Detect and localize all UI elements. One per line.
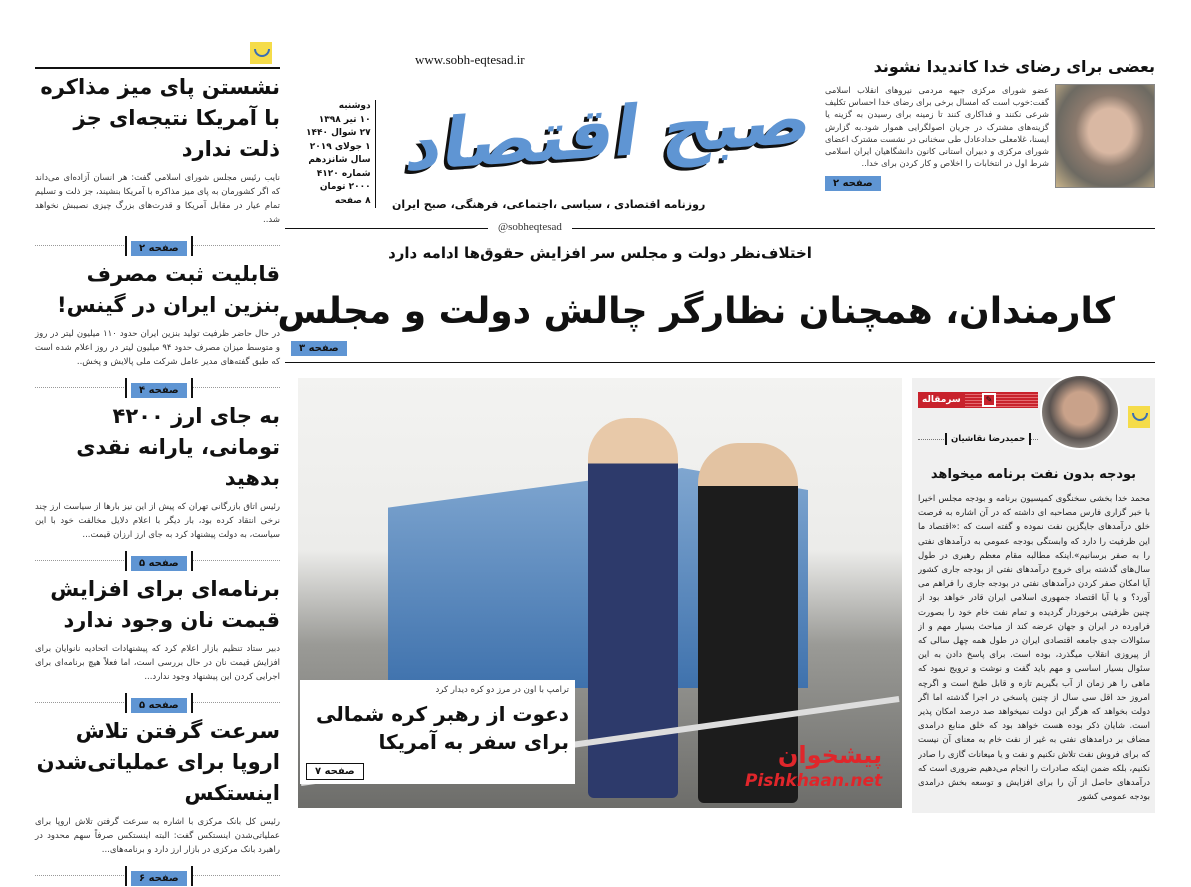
left-story-headline[interactable]: سرعت گرفتن تلاش اروپا برای عملیاتی‌شدن اینستکس xyxy=(36,719,280,805)
issue-pages: ۸ صفحه xyxy=(334,195,371,206)
pen-icon: ✎ xyxy=(982,393,996,407)
site-url[interactable]: www.sobh-eqtesad.ir xyxy=(415,52,525,67)
left-story[interactable] xyxy=(35,574,280,714)
page-badge[interactable]: صفحه ۶ xyxy=(131,871,187,886)
left-story[interactable] xyxy=(35,259,280,399)
left-column xyxy=(35,72,280,887)
page-badge[interactable]: صفحه ۲ xyxy=(131,241,187,256)
tagline: روزنامه اقتصادی ، سیاسی ،اجتماعی، فرهنگی، صبح ایران xyxy=(392,198,706,211)
editorial-body: محمد خدا بخشی سخنگوی کمیسیون برنامه و بودجه مجلس اخیرا با خبر گزاری فارس مصاحبه ای داشته که در آن اشاره به فرصت خلق درآمدهای جایگزین نفت نموده و گفته است که :«اقتصاد ما این ظرفیت را دارد که وابستگی بودجه عمومی به درآمدهای نفتی را به صفر برسانیم».اینکه مطالبه مقام معظم رهبری در طول سال‌های گذشته برای خروج درآمدهای نفتی از بودجه جاری کشور آیا امکان صفر کردن درآمدهای نفتی در بودجه جاری را فراهم می آورد؟ و یا آیا اقتصاد جمهوری اسلامی ایران قادر خواهد بود از چنین ظرفیتی برخوردار گردیده و تمام نفت خام خود را بصورت فراورده در ایران و جهان عرضه کند از مباحث بسیار مهم و از سئوالات جدی جامعه اقتصادی ایران در طول همه چهل سالی که از پیروزی انقلاب میگذرد، بوده است. برای پاسخ دادن به این سئوال بسیار اساسی و مهم باید گفت و نوشت و ترویج نمود که ماهی را هر زمان از آب بگیریم تازه و قابل طبخ است و اگرچه امروز حد اقل سی سال از چنین پاسخی در اجرا گذشته اما اگر دولت بخواهد که هرگز این دولت نمیخواهد صد درصد امکان پذیر است. شایان ذکر بوده هست خواهد بود که خلق منابع درامدی مضاف بر درامدهای نفتی به غیر از نفت خام به معنای آن نیست که برای فروش نفت تلاش نکنیم و نفت و یا میعانات گازی را صادر نکنیم، بلکه ضمن اینکه صادرات را انجام می‌دهیم ضروری است که درآمدهای حاصل از آن را برای افزایش و توسعه بخش درامدی بودجه عمومی کشور xyxy=(918,494,1150,803)
page-badge[interactable]: صفحه ۴ xyxy=(131,383,187,398)
section-rule xyxy=(285,362,1155,363)
editorial-headline[interactable]: بودجه بدون نفت برنامه میخواهد xyxy=(930,467,1137,482)
watermark-fa: پیشخوان xyxy=(777,741,883,769)
top-story-photo xyxy=(1055,84,1155,188)
lead-headline[interactable]: کارمندان، همچنان نظارگر چالش دولت و مجلس xyxy=(277,291,1115,332)
left-story[interactable] xyxy=(35,72,280,257)
left-story-headline[interactable]: برنامه‌ای برای افزایش قیمت نان وجود ندارد xyxy=(50,577,280,632)
left-story-headline[interactable]: نشستن پای میز مذاکره با آمریکا نتیجه‌ای جز ذلت ندارد xyxy=(40,75,280,161)
left-story-body: در حال حاضر ظرفیت تولید بنزین ایران حدود ۱۱۰ میلیون لیتر در روز و متوسط میزان مصرف حدود ۹۴ میلیون لیتر در روز اعلام شده است که طبق گفته‌های مدیر عامل شرکت ملی پالایش و پخش.. xyxy=(35,329,280,367)
newspaper-logo: صبح اقتصاد xyxy=(400,77,819,188)
section-logo-icon xyxy=(250,42,272,64)
left-story[interactable] xyxy=(35,401,280,572)
page-badge[interactable]: صفحه ۵ xyxy=(131,698,187,713)
issue-day: دوشنبه xyxy=(338,101,371,111)
top-story-headline[interactable]: بعضی برای رضای خدا کاندیدا نشوند xyxy=(873,57,1155,76)
top-story-body: عضو شورای مرکزی جبهه مردمی نیروهای انقلاب اسلامی گفت:خوب است که امسال برخی برای رضای خدا احساس تکلیف شرعی نکنند و فداکاری کنند تا زمینه برای رسیدن به گزینه یا گزینه‌های مشترک در جریان اصولگرایی هموار شود.به گزارش ایسنا، غلامعلی حدادعادل طی سخنانی در نشست مشترک اعضای شورای مرکزی و دبیران استانی کانون دانشگاهیان ایران اسلامی شرط اول در انتخابات را اخلاص و کار کردن برای خدا.. xyxy=(825,85,1049,169)
issue-price: ۲۰۰۰ تومان xyxy=(319,182,371,192)
top-story[interactable] xyxy=(825,56,1155,191)
issue-info xyxy=(306,100,376,208)
photo-headline[interactable]: دعوت از رهبر کره شمالی برای سفر به آمریکا xyxy=(316,702,569,754)
top-story-content xyxy=(825,84,1155,191)
page-badge[interactable]: صفحه ۷ xyxy=(306,763,364,780)
issue-year: سال شانزدهم xyxy=(308,155,371,165)
left-story-headline[interactable]: به جای ارز ۴۲۰۰ تومانی، یارانه نقدی بدهید xyxy=(76,404,280,490)
social-handle[interactable]: @sobheqtesad xyxy=(488,221,572,234)
photo-caption-box[interactable] xyxy=(300,680,575,784)
left-story-body: رئیس اتاق بازرگانی تهران که پیش از این نیز بارها از سیاست ارز چند نرخی انتقاد کرده بود، بار دیگر با اعلام دلایل مخالفت خود با این سیاست، به دولت پیشنهاد کرد به جای ارز ارزان قیمت... xyxy=(35,502,280,540)
editorial-author-photo xyxy=(1040,374,1120,450)
left-story-headline[interactable]: قابلیت ثبت مصرف بنزین ایران در گینس! xyxy=(57,262,280,317)
watermark-en: Pishkhaan.net xyxy=(745,771,883,791)
header-rule xyxy=(285,228,1155,229)
page-badge[interactable]: صفحه ۲ xyxy=(825,176,881,191)
editorial-author: حمیدرضا نقاشیان xyxy=(945,433,1031,445)
page-badge[interactable]: صفحه ۳ xyxy=(291,341,347,356)
lead-kicker[interactable]: اختلاف‌نظر دولت و مجلس سر افزایش حقوق‌ها ادامه دارد xyxy=(388,244,812,262)
issue-number: شماره ۴۱۲۰ xyxy=(316,168,371,179)
left-story[interactable] xyxy=(35,716,280,887)
section-logo-icon xyxy=(1128,406,1150,428)
left-story-body: دبیر ستاد تنظیم بازار اعلام کرد که پیشنهادات اتحادیه نانوایان برای افزایش قیمت نان در حال بررسی است، اما فعلاً هیچ برنامه‌ای برای اجرایی کردن این پیشنهاد وجود ندارد... xyxy=(35,644,280,682)
issue-date-gregorian: ۱ جولای ۲۰۱۹ xyxy=(309,141,371,152)
photo-kicker: ترامپ با اون در مرز دو کره دیدار کرد xyxy=(435,685,569,695)
divider xyxy=(35,67,280,69)
left-story-body: رئیس کل بانک مرکزی با اشاره به سرعت گرفتن تلاش اروپا برای عملیاتی‌شدن اینستکس گفت: البته اینستکس صرفاً سهم محدود در راهبرد بانک مرکزی در بازار ارز دارد و برنامه‌های... xyxy=(35,817,280,855)
page-badge[interactable]: صفحه ۵ xyxy=(131,556,187,571)
editorial-label: سرمقاله xyxy=(918,392,965,408)
left-story-body: نایب رئیس مجلس شورای اسلامی گفت: هر انسان آزاده‌ای می‌داند که اگر کشورمان به پای میز مذاکره با آمریکا بنشیند، جز ذلت و تسلیم تمام عیار در مقابل آمریکا و قدرت‌های بزرگ چیزی نصیبش نخواهد شد.. xyxy=(35,173,280,225)
watermark xyxy=(745,740,882,792)
issue-date-lunar: ۲۷ شوال ۱۴۴۰ xyxy=(306,128,371,138)
issue-date-solar: ۱۰ تیر ۱۳۹۸ xyxy=(318,114,371,125)
